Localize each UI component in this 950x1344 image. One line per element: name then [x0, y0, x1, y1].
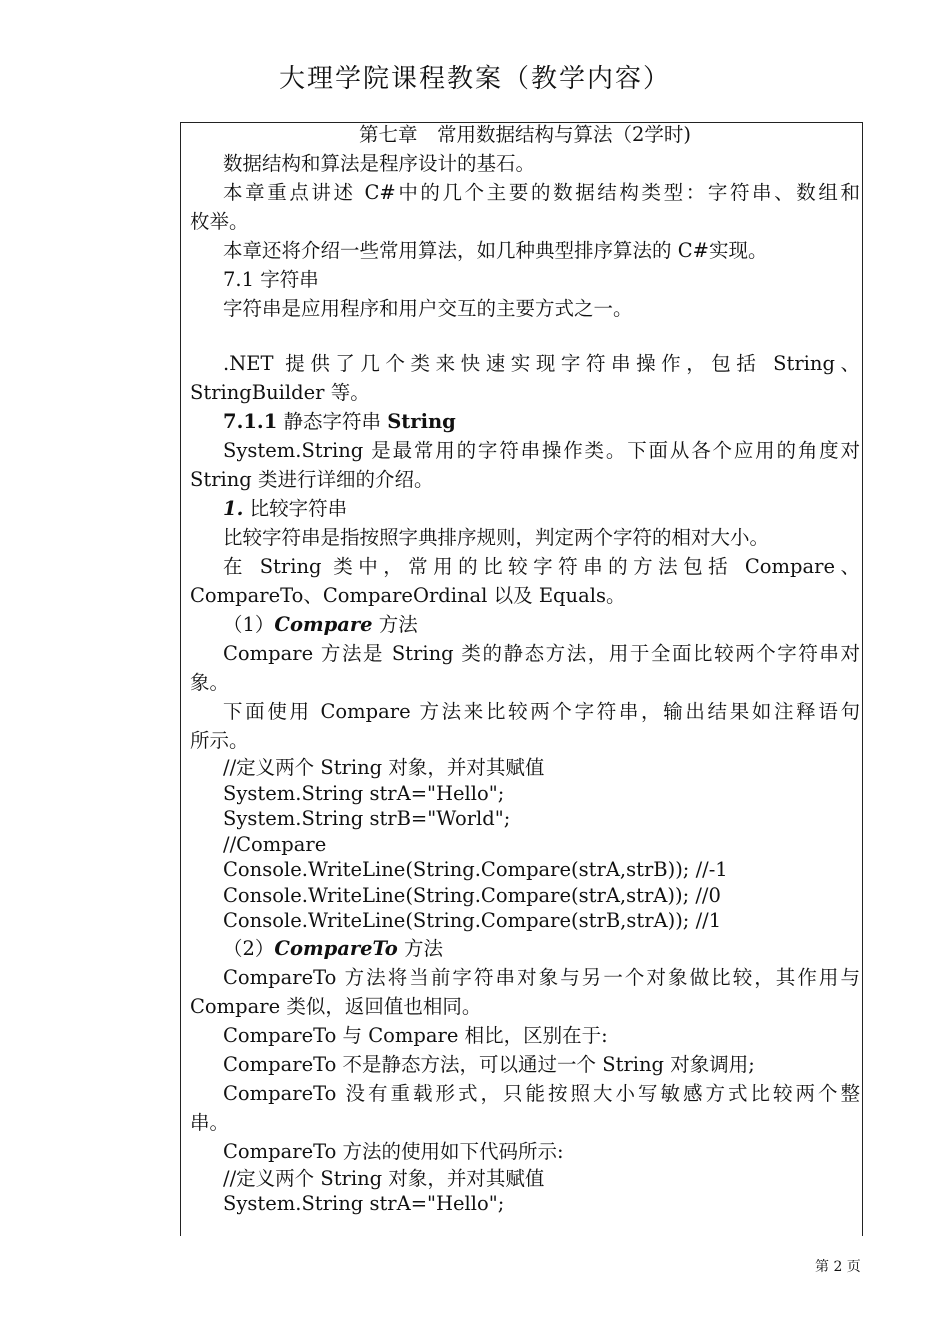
paragraph-continuation: 串。: [190, 1110, 230, 1134]
paragraph: 在 String 类中，常用的比较字符串的方法包括 Compare、: [223, 555, 860, 578]
code-line: Console.WriteLine(String.Compare(strA,strA)); //0: [223, 883, 721, 907]
code-line: Console.WriteLine(String.Compare(strA,strB)); //-1: [223, 858, 728, 881]
paragraph: 本章重点讲述 C#中的几个主要的数据结构类型：字符串、数组和: [223, 181, 860, 204]
method-heading: [190, 610, 860, 639]
method-heading: [190, 934, 860, 963]
blank-line: [190, 323, 860, 349]
paragraph: CompareTo 方法的使用如下代码所示:: [223, 1139, 564, 1163]
item-text: 比较字符串: [249, 497, 348, 520]
code-line: Console.WriteLine(String.Compare(strB,strA)); //1: [223, 909, 722, 932]
paragraph: CompareTo 与 Compare 相比，区别在于:: [223, 1023, 608, 1047]
code-line: System.String strA="Hello";: [223, 781, 505, 805]
code-block: [190, 1166, 860, 1217]
page-number: 第 2 页: [815, 1259, 861, 1275]
paragraph: 本章还将介绍一些常用算法，如几种典型排序算法的 C#实现。: [223, 239, 768, 262]
subsection-number: 7.1.1: [223, 410, 278, 433]
paragraph-continuation: 所示。: [190, 729, 249, 752]
paragraph: 比较字符串是指按照字典排序规则，判定两个字符的相对大小。: [223, 526, 770, 549]
code-line: //定义两个 String 对象，并对其赋值: [223, 1166, 545, 1190]
paragraph: System.String 是最常用的字符串操作类。下面从各个应用的角度对: [223, 439, 860, 462]
paragraph-continuation: 枚举。: [190, 210, 249, 233]
method-suffix: 方法: [397, 936, 444, 960]
paragraph: CompareTo 没有重载形式，只能按照大小写敏感方式比较两个整: [223, 1081, 860, 1105]
method-suffix: 方法: [372, 613, 418, 636]
paragraph-continuation: CompareTo、CompareOrdinal 以及 Equals。: [190, 584, 626, 607]
paragraph: 下面使用 Compare 方法来比较两个字符串，输出结果如注释语句: [223, 700, 860, 723]
paragraph-continuation: Compare 类似，返回值也相同。: [190, 994, 482, 1018]
method-name: CompareTo: [274, 936, 398, 960]
subsection-text: 静态字符串: [283, 410, 382, 433]
code-line: //Compare: [223, 832, 327, 856]
chapter-title: 第七章 常用数据结构与算法（2学时): [358, 123, 691, 146]
paragraph: CompareTo 方法将当前字符串对象与另一个对象做比较，其作用与: [223, 965, 860, 989]
paragraph: 数据结构和算法是程序设计的基石。: [223, 152, 536, 175]
page-title: 大理学院课程教案（教学内容）: [278, 64, 671, 94]
method-name: Compare: [274, 613, 373, 636]
paragraph-continuation: String 类进行详细的介绍。: [190, 468, 434, 491]
paragraph: Compare 方法是 String 类的静态方法，用于全面比较两个字符串对: [223, 642, 860, 665]
subsection-keyword: String: [387, 410, 456, 433]
subsection-heading: [190, 407, 860, 436]
method-number: （2）: [223, 936, 275, 960]
paragraph: 字符串是应用程序和用户交互的主要方式之一。: [223, 297, 633, 320]
method-number: （1）: [223, 613, 275, 636]
section-heading: 7.1 字符串: [223, 268, 319, 291]
paragraph-continuation: StringBuilder 等。: [190, 381, 370, 404]
paragraph: .NET 提供了几个类来快速实现字符串操作，包括 String、: [223, 352, 860, 375]
code-block: [190, 755, 860, 934]
item-heading: [190, 494, 860, 523]
item-number: 1.: [223, 497, 244, 520]
lesson-content: [190, 120, 860, 1217]
code-line: System.String strA="Hello";: [223, 1192, 505, 1215]
code-line: //定义两个 String 对象，并对其赋值: [223, 756, 545, 779]
paragraph-continuation: 象。: [190, 671, 230, 694]
code-line: System.String strB="World";: [223, 807, 511, 830]
paragraph: CompareTo 不是静态方法，可以通过一个 String 对象调用;: [223, 1052, 755, 1076]
